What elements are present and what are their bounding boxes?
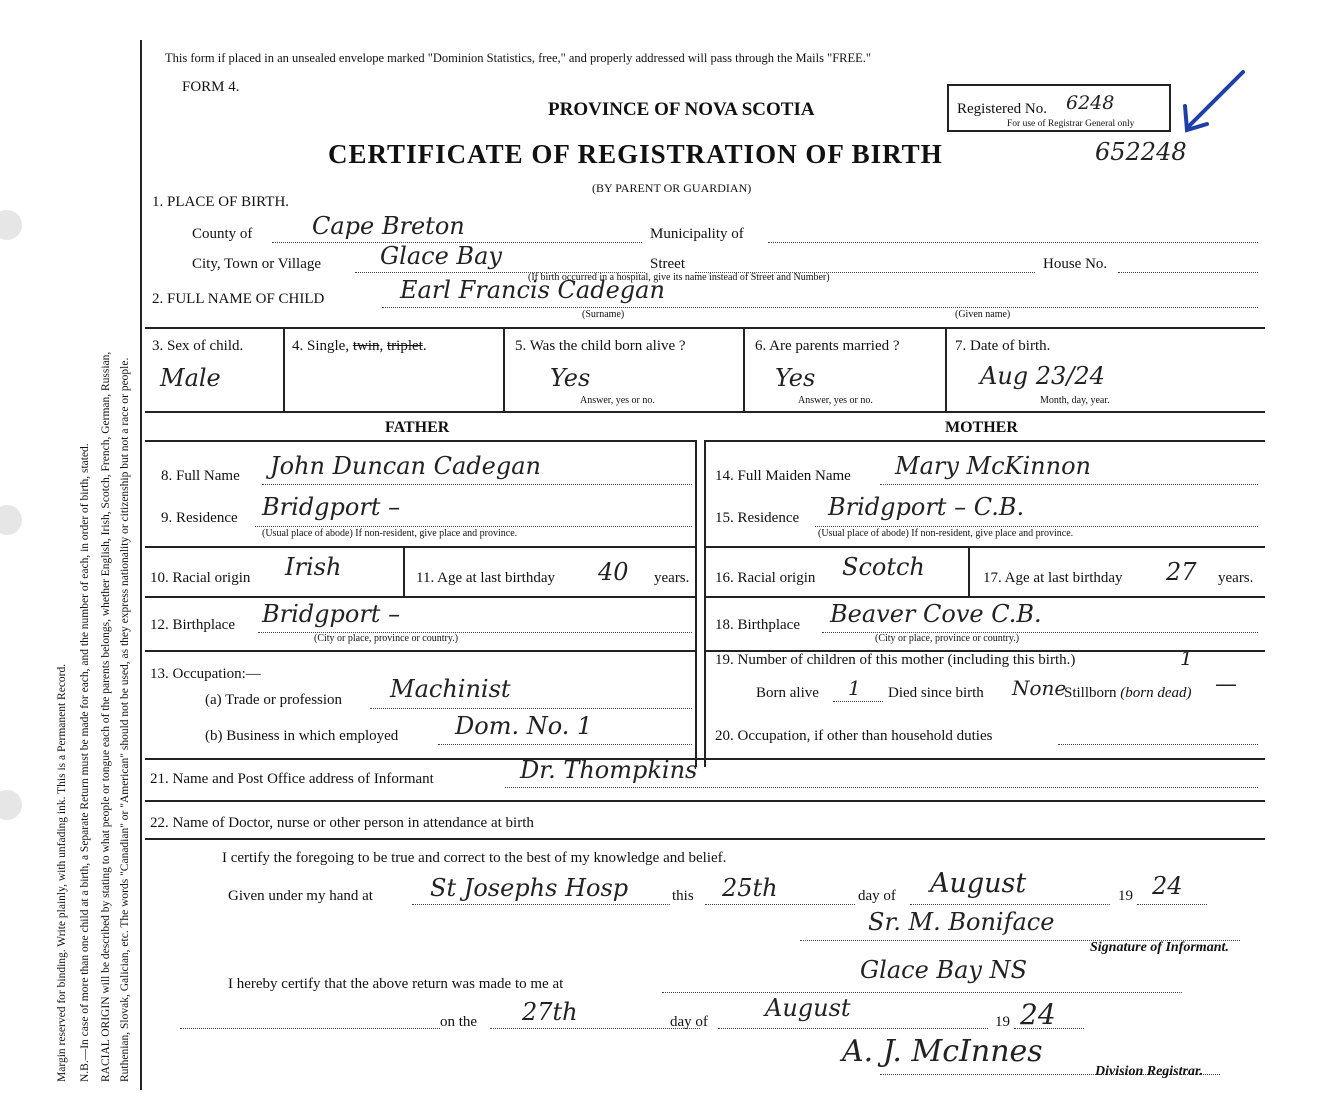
date-of-birth-value: Aug 23/24 [980,362,1105,390]
mother-heading: MOTHER [945,419,1018,436]
father-age-label: 11. Age at last birthday [416,570,555,586]
trade-value: Machinist [390,675,511,703]
city-value: Glace Bay [380,242,502,270]
father-name-value: John Duncan Cadegan [270,452,541,480]
punch-hole [0,505,22,535]
father-residence-value: Bridgport – [262,493,401,521]
sex-value: Male [160,364,221,392]
mother-occupation-label: 20. Occupation, if other than household duties [715,728,993,744]
mother-age-label: 17. Age at last birthday [983,570,1123,586]
given-name-note: (Given name) [955,309,1011,320]
mother-residence-value: Bridgport – C.B. [828,493,1025,521]
margin-note-1: Margin reserved for binding. Write plainly, with unfading ink. This is a Permanent Record. [56,663,68,1082]
father-birthplace-value: Bridgport – [262,600,401,628]
died-value: None [1012,676,1067,700]
children-count-label: 19. Number of children of this mother (including this birth.) [715,652,1076,668]
parents-married-label: 6. Are parents married ? [755,338,900,354]
hand-number: 652248 [1095,138,1187,166]
children-count-value: 1 [1180,646,1193,670]
doctor-label: 22. Name of Doctor, nurse or other person in attendance at birth [150,815,534,831]
father-residence-label: 9. Residence [161,510,238,526]
house-label: House No. [1043,256,1108,272]
father-residence-note: (Usual place of abode) If non-resident, give place and province. [262,528,518,539]
county-value: Cape Breton [312,212,465,240]
father-name-label: 8. Full Name [161,468,240,484]
margin-note-2: N.B.—In case of more than one child at a birth, a Separate Return must be made for each, and the number of each, in order of birth, stated. [79,443,91,1082]
given-year-value: 24 [1152,872,1183,900]
mother-residence-label: 15. Residence [715,510,800,526]
parents-married-value: Yes [775,364,816,392]
given-place-value: St Josephs Hosp [430,874,629,902]
mother-residence-note: (Usual place of abode) If non-resident, give place and province. [818,528,1074,539]
date-of-birth-label: 7. Date of birth. [955,338,1051,354]
parents-married-note: Answer, yes or no. [798,395,873,406]
father-racial-label: 10. Racial origin [150,570,251,586]
registrar-day-value: 27th [522,998,578,1026]
registrar-signature: A. J. McInnes [842,1034,1043,1069]
page-subtitle: (BY PARENT OR GUARDIAN) [592,181,752,195]
born-alive-note: Answer, yes or no. [580,395,655,406]
city-label: City, Town or Village [192,256,322,272]
punch-hole [0,790,22,820]
born-alive-value: Yes [550,364,591,392]
registered-label: Registered No. [957,101,1047,117]
business-label: (b) Business in which employed [205,728,399,744]
division-registrar-label: Division Registrar. [1095,1064,1204,1079]
registrar-use-note: For use of Registrar General only [1007,119,1135,129]
business-value: Dom. No. 1 [455,712,593,740]
mother-birthplace-value: Beaver Cove C.B. [830,600,1042,628]
given-under-label: Given under my hand at [228,888,373,904]
given-year-prefix: 19 [1118,888,1133,904]
margin-note-3: RACIAL ORIGIN will be described by stating to what people or tongue each of the parents belongs, whether English, Irish, Scotch, French, German, Russian, [100,351,112,1082]
signature-of-informant-label: Signature of Informant. [1090,940,1229,955]
born-alive-label: 5. Was the child born alive ? [515,338,686,354]
certify-statement: I certify the foregoing to be true and correct to the best of my knowledge and belief. [222,850,727,866]
surname-note: (Surname) [582,309,625,320]
occupation-label: 13. Occupation:— [150,666,261,682]
registrar-day-of-label: day of [670,1014,708,1030]
given-month-value: August [930,868,1027,899]
form-number: FORM 4. [182,79,240,95]
sex-label: 3. Sex of child. [152,338,244,354]
given-day-of-label: day of [858,888,896,904]
informant-value: Dr. Thompkins [520,756,698,784]
mail-notice: This form if placed in an unsealed envelope marked "Dominion Statistics, free," and properly addressed will pass through the Mails "FREE." [165,51,872,65]
father-birthplace-note: (City or place, province or country.) [314,633,459,644]
registrar-month-value: August [765,994,851,1022]
father-racial-value: Irish [285,553,342,581]
born-alive-count-label: Born alive [756,685,819,701]
this-label: this [672,888,694,904]
margin-note-4: Ruthenian, Slovak, Galician, etc. The words "Canadian" or "American" should not be used, as they express nationality or citizenship but not a race or people. [119,357,131,1082]
stillborn-label: Stillborn (born dead) [1064,685,1192,701]
mother-birthplace-label: 18. Birthplace [715,617,800,633]
father-age-value: 40 [598,558,629,586]
registration-box [947,84,1171,132]
informant-label: 21. Name and Post Office address of Informant [150,771,434,787]
registrar-year-prefix: 19 [995,1014,1010,1030]
registrar-place-value: Glace Bay NS [860,956,1028,984]
municipality-label: Municipality of [650,226,744,242]
plurality-label: 4. Single, twin, triplet. [292,338,427,354]
child-name-value: Earl Francis Cadegan [400,276,665,304]
mother-racial-value: Scotch [842,553,925,581]
province-heading: PROVINCE OF NOVA SCOTIA [548,99,815,120]
registrar-certify-statement: I hereby certify that the above return was made to me at [228,976,564,992]
date-of-birth-note: Month, day, year. [1040,395,1110,406]
street-label: Street [650,256,685,272]
mother-birthplace-note: (City or place, province or country.) [875,633,1020,644]
given-day-value: 25th [722,874,778,902]
trade-label: (a) Trade or profession [205,692,343,708]
hospital-note: (If birth occurred in a hospital, give its name instead of Street and Number) [528,272,830,283]
died-label: Died since birth [888,685,984,701]
mother-racial-label: 16. Racial origin [715,570,816,586]
stillborn-value: — [1215,672,1237,697]
father-years-label: years. [654,570,690,586]
father-heading: FATHER [385,419,450,436]
child-name-label: 2. FULL NAME OF CHILD [152,291,325,307]
margin-line [140,40,142,1090]
father-birthplace-label: 12. Birthplace [150,617,235,633]
registrar-year-value: 24 [1020,998,1056,1031]
place-of-birth-label: 1. PLACE OF BIRTH. [152,194,290,210]
mother-name-value: Mary McKinnon [895,452,1091,480]
punch-hole [0,210,22,240]
born-alive-count-value: 1 [848,676,861,700]
county-label: County of [192,226,253,242]
check-arrow-icon [1175,68,1255,138]
mother-years-label: years. [1218,570,1254,586]
on-the-label: on the [440,1014,478,1030]
mother-age-value: 27 [1166,558,1197,586]
informant-signature: Sr. M. Boniface [868,908,1055,936]
page-title: CERTIFICATE OF REGISTRATION OF BIRTH [328,139,943,169]
mother-name-label: 14. Full Maiden Name [715,468,851,484]
registered-value: 6248 [1066,92,1115,114]
